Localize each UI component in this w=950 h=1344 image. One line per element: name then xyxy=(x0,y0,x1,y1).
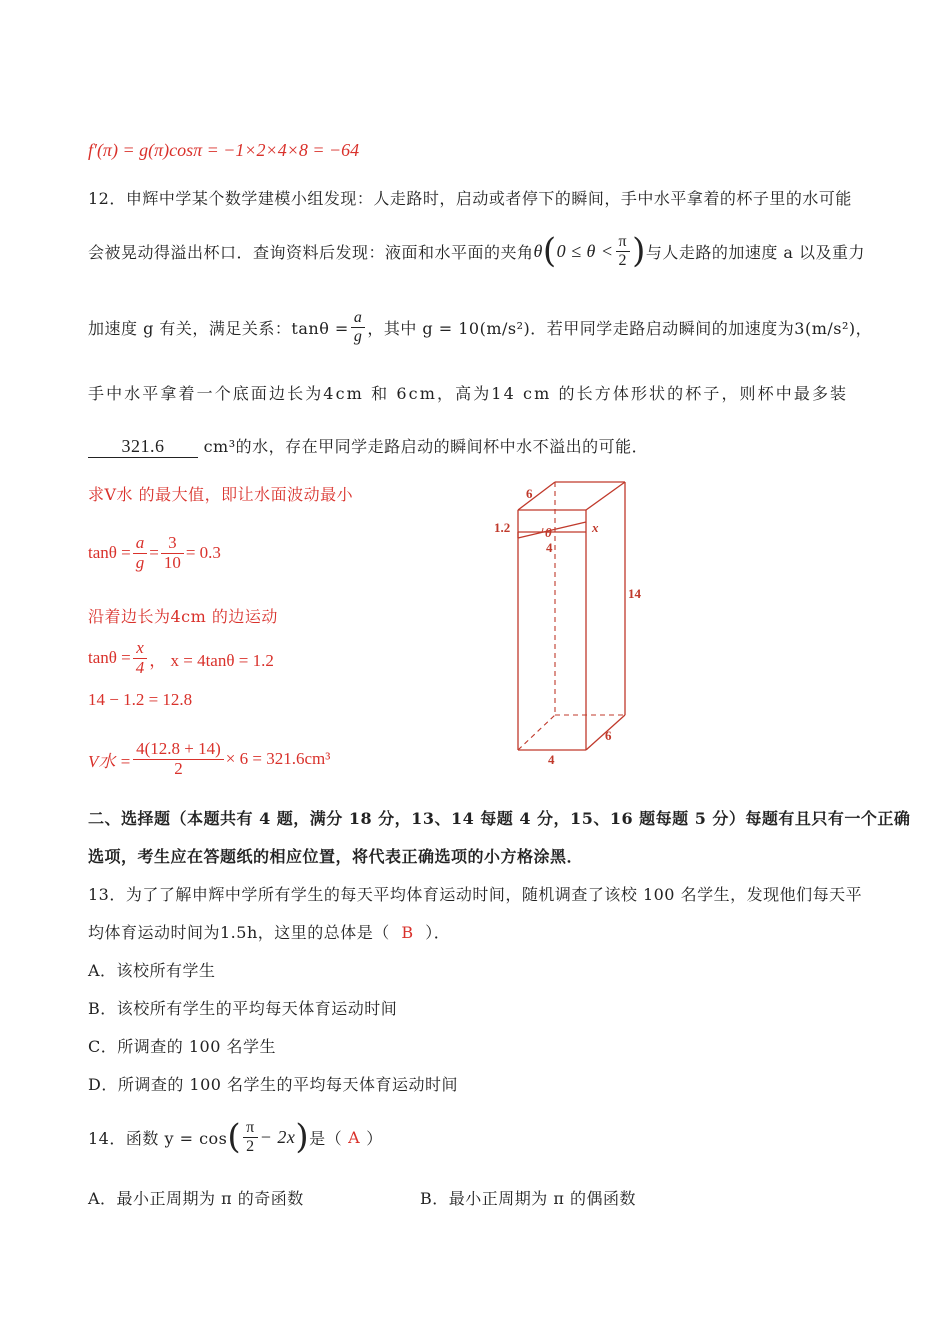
top-right-edge xyxy=(586,482,625,510)
pi-over-2-fraction xyxy=(243,1119,258,1155)
label-top-6: 6 xyxy=(526,486,533,501)
frac-denominator: 2 xyxy=(246,1137,255,1155)
q13-line2 xyxy=(88,920,450,943)
frac-denominator: g xyxy=(135,552,145,572)
frac-numerator: a xyxy=(351,309,366,328)
hidden-bottom-left-edge xyxy=(518,715,555,750)
frac-denominator: g xyxy=(353,327,363,345)
solution-step-5: 14 − 1.2 = 12.8 xyxy=(88,690,193,709)
q13-option-d: D．所调查的 100 名学生的平均每天体育运动时间 xyxy=(88,1075,459,1094)
label-bottom-4: 4 xyxy=(548,752,555,767)
a-over-g-fraction xyxy=(351,309,366,345)
volume-label: V水 = xyxy=(88,751,132,771)
section2-heading-line2: 选项，考生应在答题纸的相应位置，将代表正确选项的小方格涂黑． xyxy=(88,847,584,866)
cuboid-cup-figure xyxy=(480,470,660,770)
solution-step-1: 求V水 的最大值，即让水面波动最小 xyxy=(88,485,354,504)
q13-answer: B xyxy=(401,923,414,942)
q12-line5-text: cm³的水，存在甲同学走路启动的瞬间杯中水不溢出的可能． xyxy=(203,437,649,456)
q12-line2-text-a: 会被晃动得溢出杯口．查询资料后发现：液面和水平面的夹角 xyxy=(88,242,534,262)
section2-heading-line1: 二、选择题（本题共有 4 题，满分 18 分，13、14 每题 4 分，15、16 题每题 5 分）每题有且只有一个正确 xyxy=(88,809,911,828)
paren-close: ) xyxy=(295,1117,310,1157)
q12-line3-text-b: ，其中 g = 10(m/s²)．若甲同学走路启动瞬间的加速度为3(m/s²)， xyxy=(367,318,873,338)
solution-step-3: 沿着边长为4cm 的边运动 xyxy=(88,607,278,626)
label-1-2: 1.2 xyxy=(494,520,511,535)
tilted-water-surface xyxy=(518,522,586,538)
q14-stem xyxy=(88,1112,383,1162)
paren-close: ) xyxy=(632,231,646,271)
result-value: = 0.3 xyxy=(185,543,221,562)
label-height-14: 14 xyxy=(628,586,641,601)
q14-inner-term: − 2x xyxy=(259,1126,296,1147)
frac-denominator: 2 xyxy=(174,758,183,778)
paren-open: ( xyxy=(227,1117,242,1157)
frac-numerator: x xyxy=(133,639,148,659)
label-x: x xyxy=(592,520,599,535)
q13-option-b: B．该校所有学生的平均每天体育运动时间 xyxy=(88,999,398,1018)
tan-label: tanθ = xyxy=(88,648,131,667)
a-over-g-fraction xyxy=(133,534,148,572)
label-4-top: 4 xyxy=(546,540,553,555)
label-theta: θ xyxy=(545,525,552,540)
q12-line1: 12．申辉中学某个数学建模小组发现：人走路时，启动或者停下的瞬间，手中水平拿着的杯子里的水可能 xyxy=(88,189,852,208)
q12-angle-condition: 0 ≤ θ < xyxy=(556,240,614,261)
equals-sign: = xyxy=(149,543,159,562)
x-result: ， x = 4tanθ = 1.2 xyxy=(149,650,274,670)
frac-denominator: 2 xyxy=(618,251,628,269)
q13-option-a: A．该校所有学生 xyxy=(88,961,216,980)
frac-numerator: π xyxy=(616,233,631,252)
volume-result: × 6 = 321.6cm³ xyxy=(225,749,331,768)
q14-stem-text: 14．函数 y = cos xyxy=(88,1128,228,1148)
q14-stem-close: ） xyxy=(366,1128,383,1148)
q12-line2-text-b: 与人走路的加速度 a 以及重力 xyxy=(645,242,866,262)
frac-numerator: 3 xyxy=(161,534,184,554)
top-left-edge xyxy=(518,482,555,510)
q14-option-a: A．最小正周期为 π 的奇函数 xyxy=(88,1189,304,1208)
x-over-4-fraction xyxy=(133,639,148,677)
frac-numerator: π xyxy=(243,1119,258,1138)
solution-step-6 xyxy=(88,734,330,784)
q12-line3-text-a: 加速度 g 有关，满足关系：tanθ = xyxy=(88,318,349,338)
q12-line5 xyxy=(88,434,648,458)
q14-stem-after: 是（ xyxy=(309,1128,343,1148)
pi-over-2-fraction xyxy=(616,233,631,269)
frac-numerator: a xyxy=(133,534,148,554)
label-bottom-6: 6 xyxy=(605,728,612,743)
q13-stem-text: 均体育运动时间为1.5h，这里的总体是（ xyxy=(88,923,390,942)
q12-line4: 手中水平拿着一个底面边长为4cm 和 6cm，高为14 cm 的长方体形状的杯子，则杯中最多装 xyxy=(88,384,849,403)
q12-line2 xyxy=(88,226,865,276)
tan-label: tanθ = xyxy=(88,543,131,562)
frac-numerator: 4(12.8 + 14) xyxy=(133,740,224,760)
paren-open: ( xyxy=(542,231,557,271)
frac-denominator: 4 xyxy=(135,657,145,677)
three-over-ten-fraction xyxy=(161,534,184,572)
solution-step-4 xyxy=(88,636,274,680)
theta-symbol: θ xyxy=(533,240,543,261)
solution-step-2 xyxy=(88,530,221,576)
q13-line1: 13．为了了解申辉中学所有学生的每天平均体育运动时间，随机调查了该校 100 名学生，发现他们每天平 xyxy=(88,885,863,904)
q12-line3 xyxy=(88,304,872,350)
previous-solution-formula: f′(π) = g(π)cosπ = −1×2×4×8 = −64 xyxy=(88,140,360,160)
volume-fraction xyxy=(133,740,224,778)
q13-stem-close: ）． xyxy=(425,923,451,942)
frac-denominator: 10 xyxy=(163,552,181,572)
q14-option-b: B．最小正周期为 π 的偶函数 xyxy=(420,1189,636,1208)
answer-blank: 321.6 xyxy=(88,436,198,458)
q13-option-c: C．所调查的 100 名学生 xyxy=(88,1037,276,1056)
q14-answer: A xyxy=(348,1127,361,1147)
